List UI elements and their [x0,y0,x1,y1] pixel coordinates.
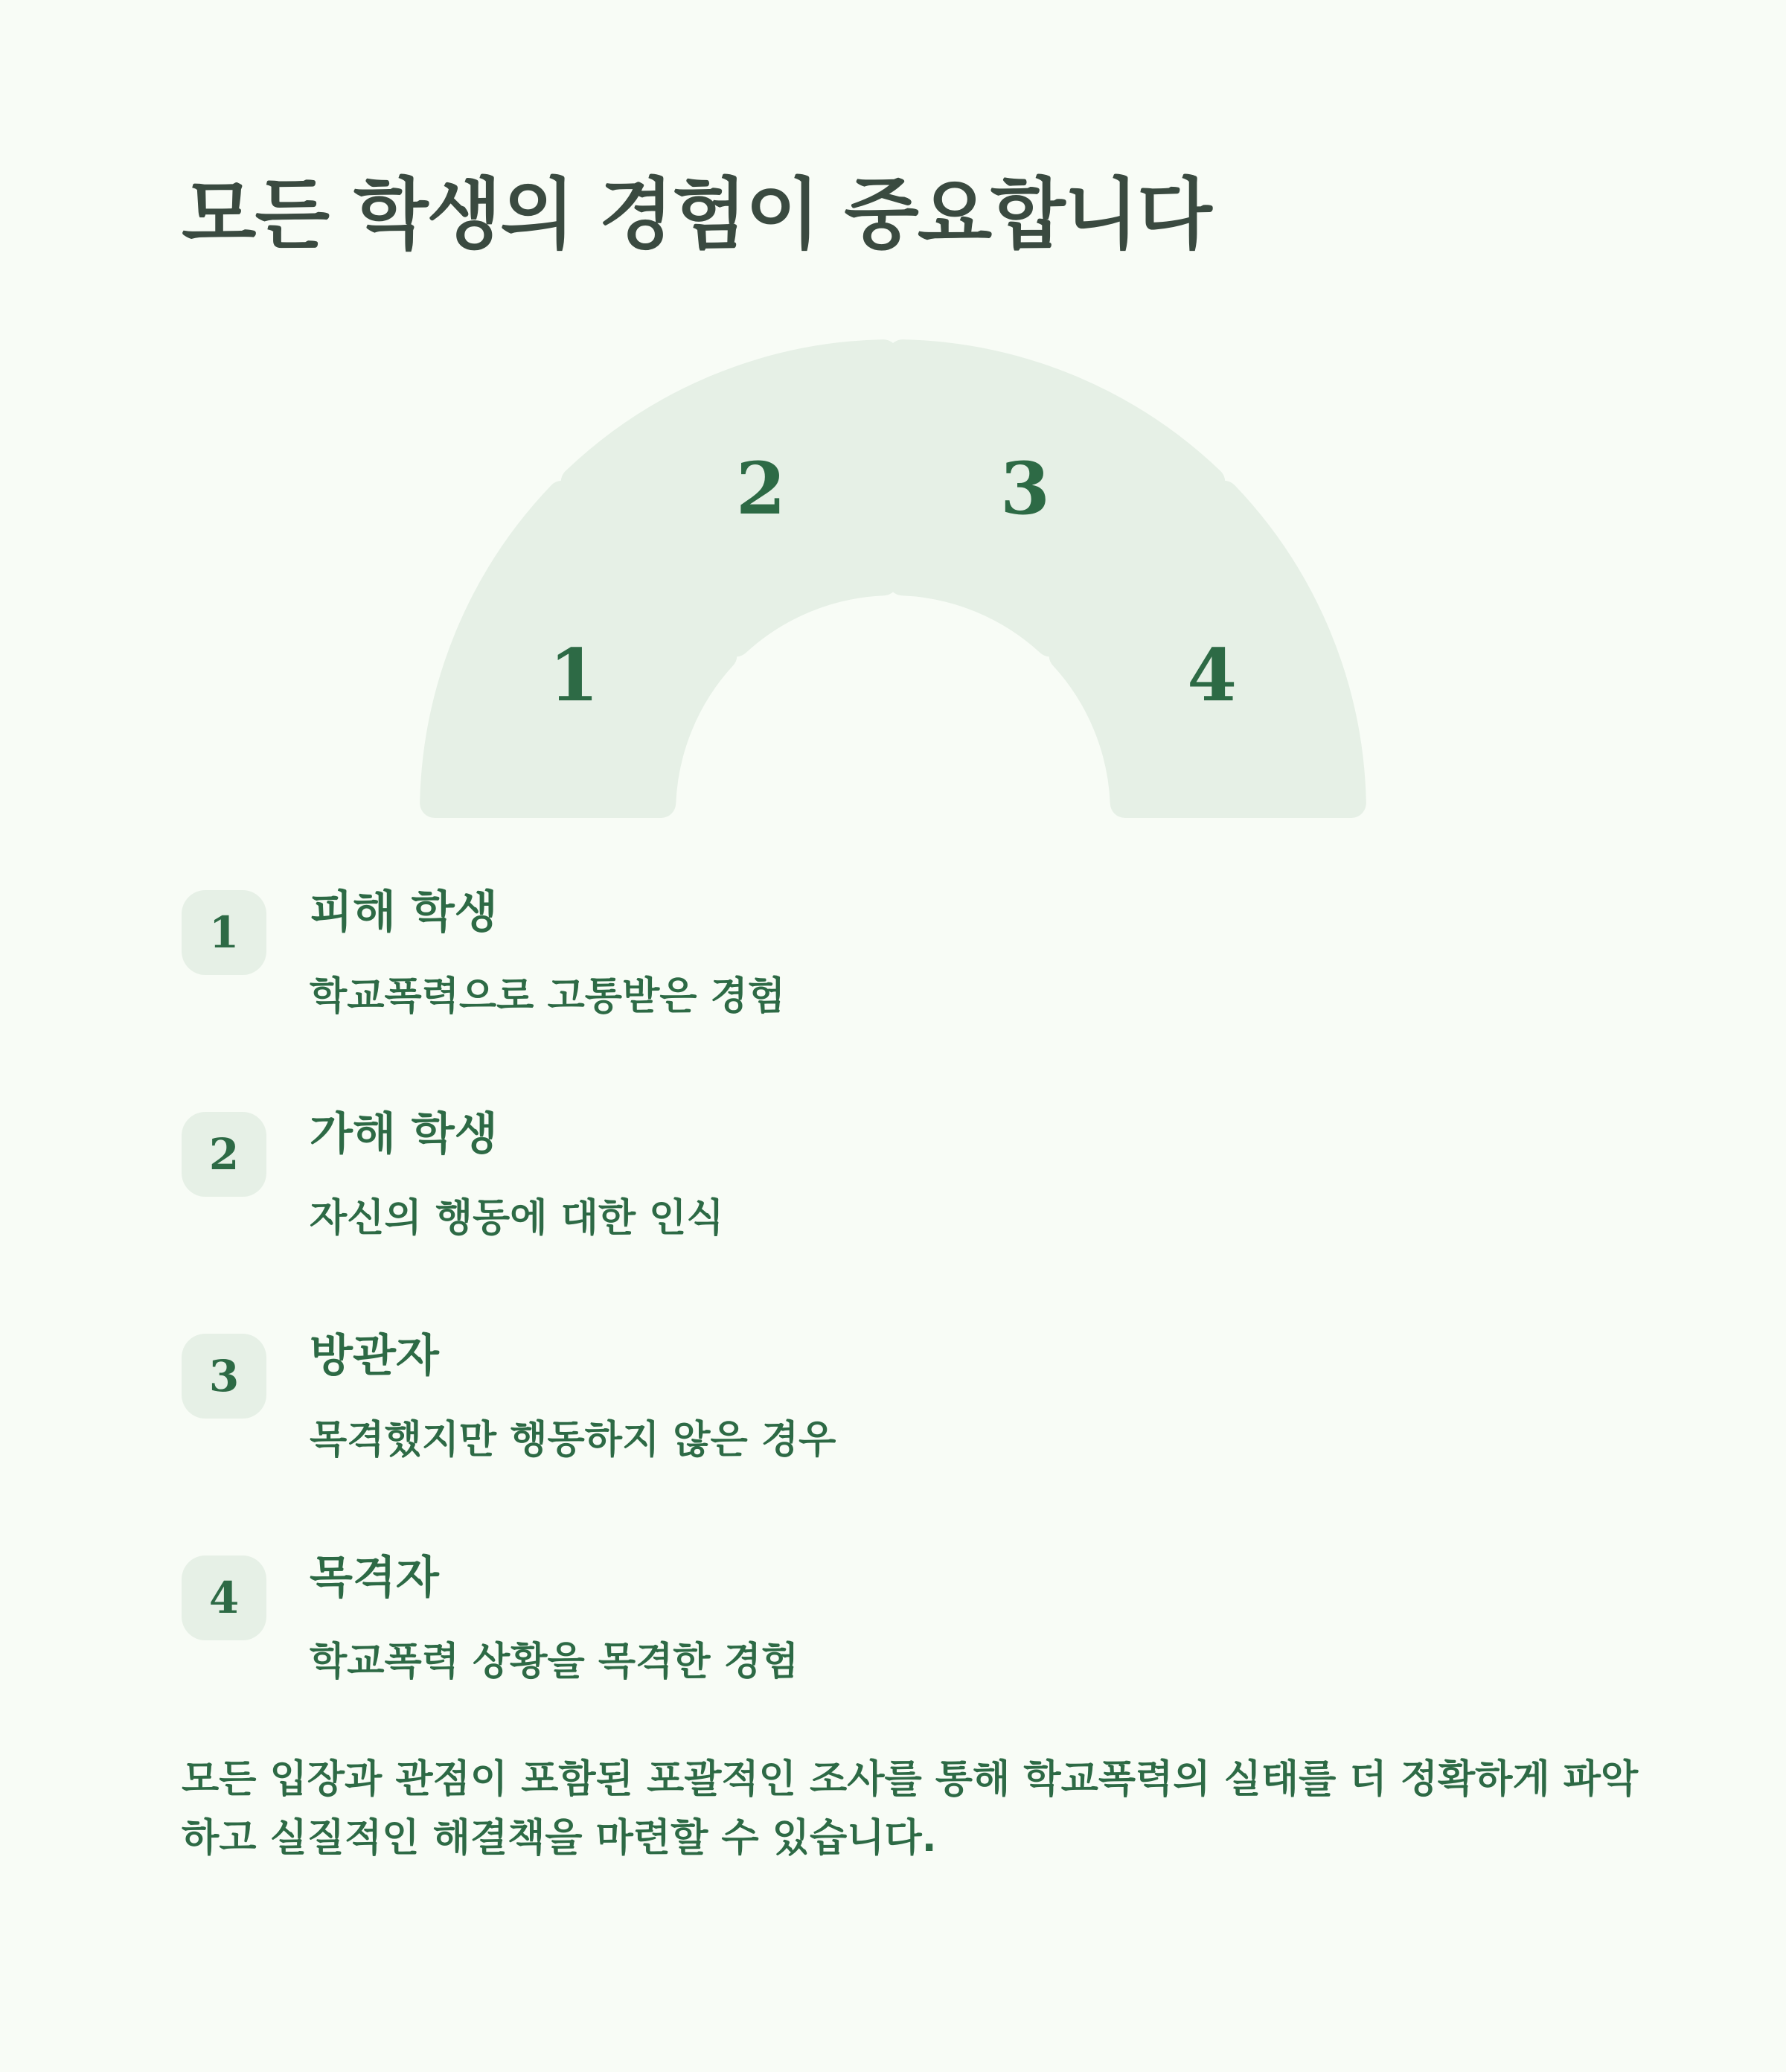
list-item [182,1109,1640,1331]
summary-text: 모든 입장과 관점이 포함된 포괄적인 조사를 통해 학교폭력의 실태를 더 정확하게 파악하고 실질적인 해결책을 마련할 수 있습니다. [182,1757,1639,1861]
diagram-segment-label: 1 [548,633,599,718]
diagram-segment-label: 3 [1000,447,1050,531]
item-title: 가해 학생 [310,1108,498,1160]
item-title: 목격자 [310,1552,439,1604]
diagram-segment-label: 2 [736,447,786,531]
segmented-semicircle-diagram [0,0,1786,834]
item-description: 목격했지만 행동하지 않은 경우 [310,1418,836,1462]
item-description: 자신의 행동에 대한 인식 [310,1196,724,1241]
list-item [182,1331,1640,1553]
list-item [182,887,1640,1109]
perspective-list [182,887,1640,1774]
number-badge: 1 [182,890,266,975]
item-description: 학교폭력 상황을 목격한 경험 [310,1640,799,1684]
number-badge: 2 [182,1112,266,1197]
item-description: 학교폭력으로 고통받은 경험 [310,974,785,1019]
diagram-segment-label: 4 [1187,633,1238,718]
page-title: 모든 학생의 경험이 중요합니다 [182,169,1211,260]
item-title: 방관자 [310,1330,439,1382]
list-item [182,1553,1640,1774]
item-title: 피해 학생 [310,886,498,939]
number-badge: 4 [182,1555,266,1640]
number-badge: 3 [182,1334,266,1419]
